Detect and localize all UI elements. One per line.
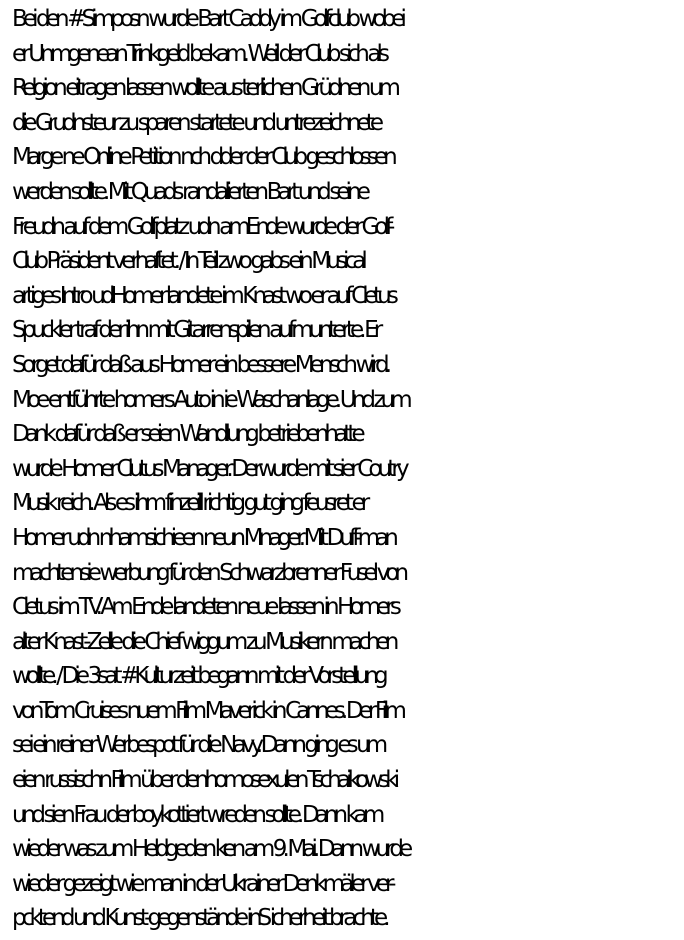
text-line-12: Moe entführte homers Auto in ie Waschanlage. Und zum	[12, 386, 408, 413]
text-line-9: artiges Intro udHomer landete im Knast wo er auf Cletus	[12, 282, 394, 309]
text-line-19: alter Knast-Zelle die Chief wiggum zu Musikern machen	[12, 628, 395, 655]
text-line-27: pcktend und Kunst-gegenstände inS icherheit brachte.	[12, 905, 386, 932]
text-line-26: wieder gezeigt wie man in der Ukrainer Denkmäler ver-	[12, 870, 392, 897]
text-line-14: wurde Homer Clutus Manager. Derwurde mit sier Coutry	[12, 455, 405, 482]
text-line-8: Club Präsident verhaftet. / In Teil zwo gabs ein Musical	[12, 248, 363, 275]
document-page	[12, 0, 680, 940]
text-line-2: er Unmgenean Trinkgeld bekam. Weil der Club sich als	[12, 40, 386, 67]
text-line-4: die Grudnsteur zu sparen startete und untrezeichnete	[12, 109, 380, 136]
text-line-10: Spuckler traf der ihn mit Gitarrenspilen aufmunterte. Er	[12, 317, 379, 344]
text-line-16: Homer udn nhamsichieen neun Mnager. Mit Duff-man	[12, 524, 394, 551]
text-line-20: wollte. / Die 3sat #Kulturzeit begann mit der Vorstellung	[12, 663, 384, 690]
text-line-3: Relgion eitragen lassen wollte aus terlichen Grüdnen um	[12, 75, 397, 102]
text-line-5: Marge ne Online Petition nch dder der Club geschlossen	[12, 144, 393, 171]
body-text	[12, 0, 680, 936]
text-line-11: Sorget dafür daß aus Homer ein bessere Mensch wird.	[12, 351, 388, 378]
text-line-7: Freudn auf dem Golfplatz udn amEnde wurde der Golf-	[12, 213, 391, 240]
text-line-1: Bei den #Simposn wurde Bart Caddy im Golfclub wobei	[12, 6, 403, 32]
text-line-22: sei ein reiner Werbespot für die Navy. Dann ging es um	[12, 732, 384, 759]
text-line-13: Dank dafür daß er seien Wandlung betriebenhatte	[12, 421, 361, 448]
text-line-25: wieder was zum Heldgeden ken am 9. Mai. Dann wurde	[12, 836, 409, 863]
text-line-21: vonTom Cruises nuem Film Maverick in Cannes. Der Film	[12, 697, 403, 724]
text-line-6: werden sollte. Mit Quads randalierten Bart und seine	[12, 178, 366, 205]
text-line-24: und sien Frau der boykottiert wreden sollte. Dann kam	[12, 801, 381, 828]
text-line-15: Musik reich. Als es ihm finzeill richtig gut ging feusret er	[12, 490, 366, 517]
text-line-18: Cletus im TV. Am Ende landeten neue Iassen in Homers	[12, 594, 398, 621]
text-line-23: eien russischn Film über denhomosexulen Tschaikowski	[12, 767, 396, 794]
text-line-17: machtensie werbung für den Schwarzbrenner Fusel von	[12, 559, 405, 586]
